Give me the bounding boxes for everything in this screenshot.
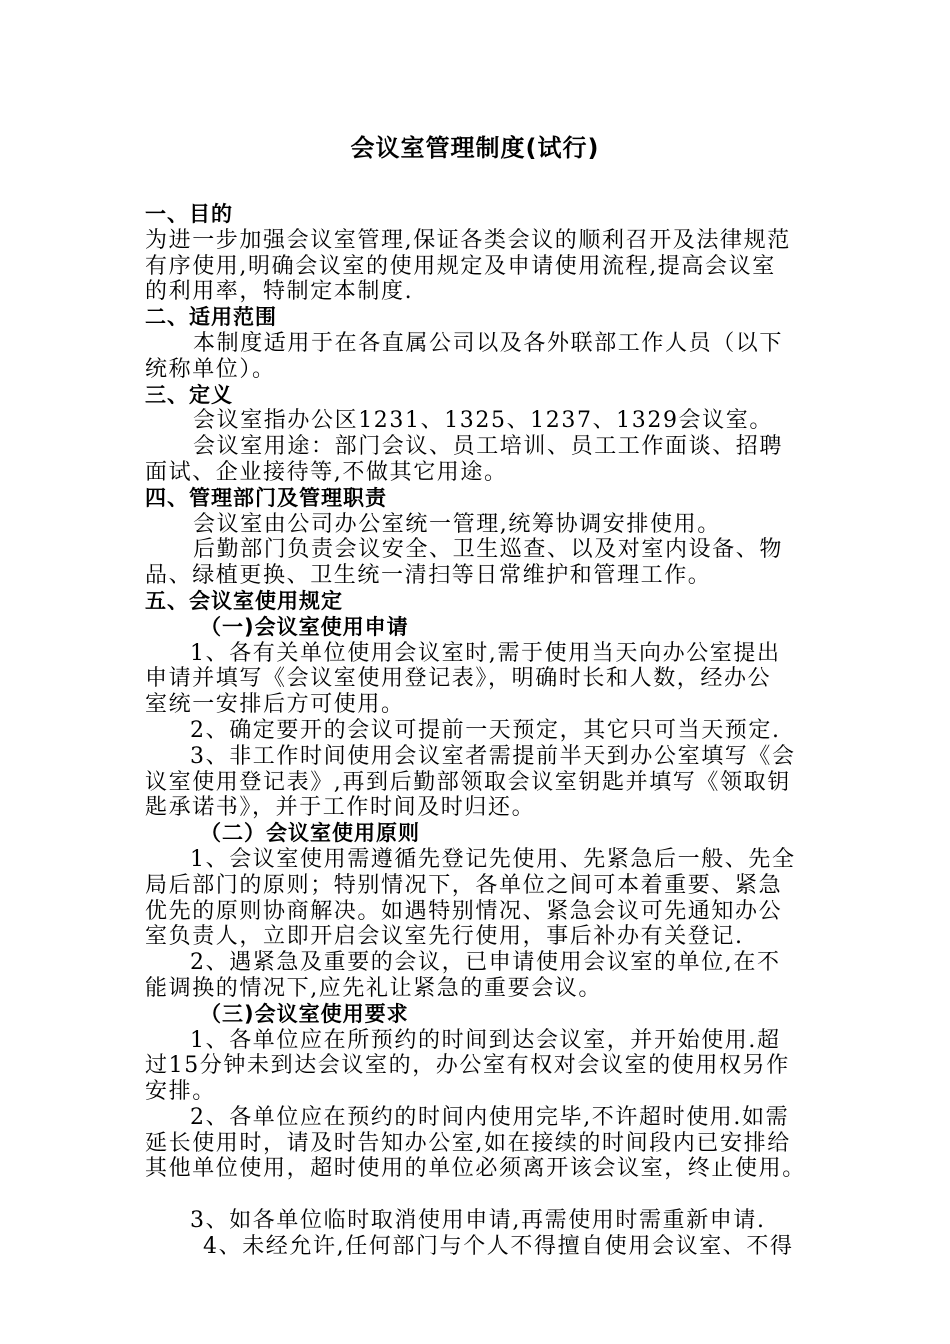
paragraph-line: 有序使用,明确会议室的使用规定及申请使用流程,提高会议室 [145,253,776,279]
section-heading-management: 四、管理部门及管理职责 [145,485,387,510]
paragraph-line: 过15分钟未到达会议室的，办公室有权对会议室的使用权另作 [145,1053,790,1079]
paragraph-line: 安排。 [145,1079,216,1105]
subsection-heading-requirements: （三)会议室使用要求 [200,1001,409,1026]
paragraph-line: 后勤部门负责会议安全、卫生巡查、以及对室内设备、物 [193,537,784,563]
paragraph-line: 延长使用时，请及时告知办公室,如在接续的时间段内已安排给 [145,1130,791,1156]
section-heading-scope: 二、适用范围 [145,305,277,330]
paragraph-line: 为进一步加强会议室管理,保证各类会议的顺利召开及法律规范 [145,227,791,253]
paragraph-line: 3、非工作时间使用会议室者需提前半天到办公室填写《会 [190,743,796,769]
paragraph-line: 4、未经允许,任何部门与个人不得擅自使用会议室、不得 [203,1233,794,1259]
paragraph-line: 2、确定要开的会议可提前一天预定，其它只可当天预定. [190,717,781,743]
paragraph-line: 面试、企业接待等,不做其它用途。 [145,459,508,485]
document-body [145,202,810,1260]
section-heading-usage-rules: 五、会议室使用规定 [145,588,343,613]
blank-line [145,1182,810,1208]
paragraph-line: 能调换的情况下,应先礼让紧急的重要会议。 [145,975,602,1001]
paragraph-line: 议室使用登记表》,再到后勤部领取会议室钥匙并填写《领取钥 [145,769,791,795]
paragraph-line: 室统一安排后方可使用。 [145,692,405,718]
paragraph-line: 的利用率，特制定本制度. [145,279,414,305]
paragraph-line: 2、各单位应在预约的时间内使用完毕,不许超时使用.如需 [190,1104,790,1130]
paragraph-line: 匙承诺书》，并于工作时间及时归还。 [145,795,536,821]
paragraph-line: 1、各单位应在所预约的时间到达会议室，并开始使用.超 [190,1027,781,1053]
paragraph-line: 会议室指办公区1231、1325、1237、1329会议室。 [193,408,773,434]
paragraph-line: 会议室用途：部门会议、员工培训、员工工作面谈、招聘 [193,434,784,460]
paragraph-line: 申请并填写《会议室使用登记表》，明确时长和人数，经办公 [145,666,772,692]
paragraph-line: 局后部门的原则；特别情况下，各单位之间可本着重要、紧急 [145,872,783,898]
paragraph-line: 3、如各单位临时取消使用申请,再需使用时需重新申请. [190,1208,766,1234]
section-heading-purpose: 一、目的 [145,202,233,226]
paragraph-line: 2、遇紧急及重要的会议，已申请使用会议室的单位,在不 [190,950,781,976]
paragraph-line: 优先的原则协商解决。如遇特别情况、紧急会议可先通知办公 [145,898,783,924]
paragraph-line: 1、会议室使用需遵循先登记先使用、先紧急后一般、先全 [190,846,796,872]
paragraph-line: 会议室由公司办公室统一管理,统筹协调安排使用。 [193,511,721,537]
paragraph-line: 本制度适用于在各直属公司以及各外联部工作人员（以下 [193,330,784,356]
section-heading-definition: 三、定义 [145,382,233,407]
paragraph-line: 室负责人，立即开启会议室先行使用，事后补办有关登记. [145,924,744,950]
document-title: 会议室管理制度(试行) [350,134,600,162]
subsection-heading-application: （一)会议室使用申请 [200,614,409,639]
paragraph-line: 统称单位）。 [145,356,276,382]
subsection-heading-principles: （二）会议室使用原则 [200,821,420,846]
paragraph-line: 1、各有关单位使用会议室时,需于使用当天向办公室提出 [190,640,781,666]
paragraph-line: 其他单位使用，超时使用的单位必须离开该会议室，终止使用。 [145,1156,806,1182]
paragraph-line: 品、绿植更换、卫生统一清扫等日常维护和管理工作。 [145,563,712,589]
